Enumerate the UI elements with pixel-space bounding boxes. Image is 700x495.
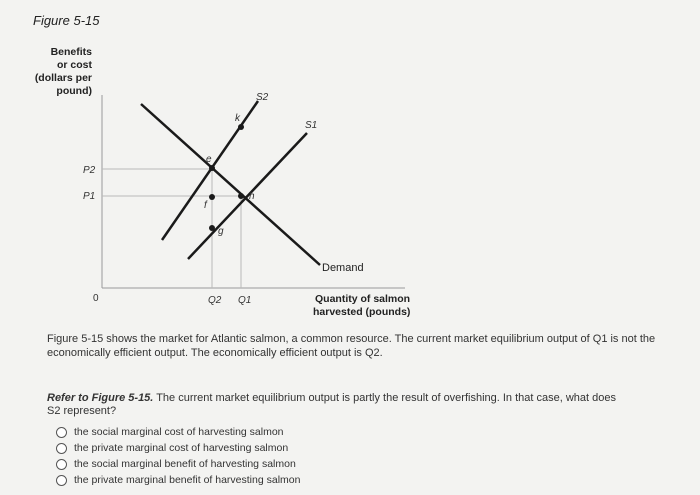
radio-button[interactable] <box>56 475 67 486</box>
question <box>47 392 627 418</box>
answer-option-label: the social marginal benefit of harvesting salmon <box>74 458 296 470</box>
answer-option[interactable] <box>56 472 300 488</box>
demand-label: Demand <box>322 262 364 274</box>
point-h <box>238 193 244 199</box>
point-e <box>209 165 215 171</box>
question-reference: Refer to Figure 5-15. <box>47 392 154 404</box>
point-e-label: e <box>206 154 212 165</box>
radio-button[interactable] <box>56 443 67 454</box>
x-axis-label-line1: Quantity of salmon <box>315 293 411 305</box>
radio-button[interactable] <box>56 427 67 438</box>
figure-caption: Figure 5-15 shows the market for Atlantic salmon, a common resource. The current market equilibrium output of Q1 is not the economically efficient output. The economically efficient output is Q2. <box>47 333 656 359</box>
point-h-label: h <box>249 191 255 202</box>
answer-option-label: the private marginal cost of harvesting salmon <box>74 442 289 454</box>
point-k <box>238 124 244 130</box>
s2-label: S2 <box>256 92 269 103</box>
q1-label: Q1 <box>238 295 252 306</box>
answer-option[interactable] <box>56 456 300 472</box>
point-f-label: f <box>204 200 207 211</box>
y-axis-label: Benefits or cost (dollars per pound) <box>34 46 92 97</box>
point-g <box>209 225 215 231</box>
p2-label: P2 <box>83 165 96 176</box>
answer-option[interactable] <box>56 440 300 456</box>
point-k-label: k <box>235 113 240 124</box>
q2-label: Q2 <box>208 295 222 306</box>
origin-label: 0 <box>93 293 99 304</box>
question-text: The current market equilibrium output is partly the result of overfishing. In that case, what does S2 represent? <box>47 392 616 417</box>
point-f <box>209 194 215 200</box>
figure-title: Figure 5-15 <box>33 13 100 28</box>
s2-curve <box>162 101 258 240</box>
x-axis-label-line2: harvested (pounds) <box>313 306 411 318</box>
p1-label: P1 <box>83 191 96 202</box>
radio-button[interactable] <box>56 459 67 470</box>
answer-option[interactable] <box>56 424 300 440</box>
answer-option-label: the social marginal cost of harvesting salmon <box>74 426 284 438</box>
s1-label: S1 <box>305 120 318 131</box>
demand-curve <box>141 104 320 265</box>
answer-options <box>56 424 300 488</box>
point-g-label: g <box>218 226 224 237</box>
answer-option-label: the private marginal benefit of harvesting salmon <box>74 474 301 486</box>
